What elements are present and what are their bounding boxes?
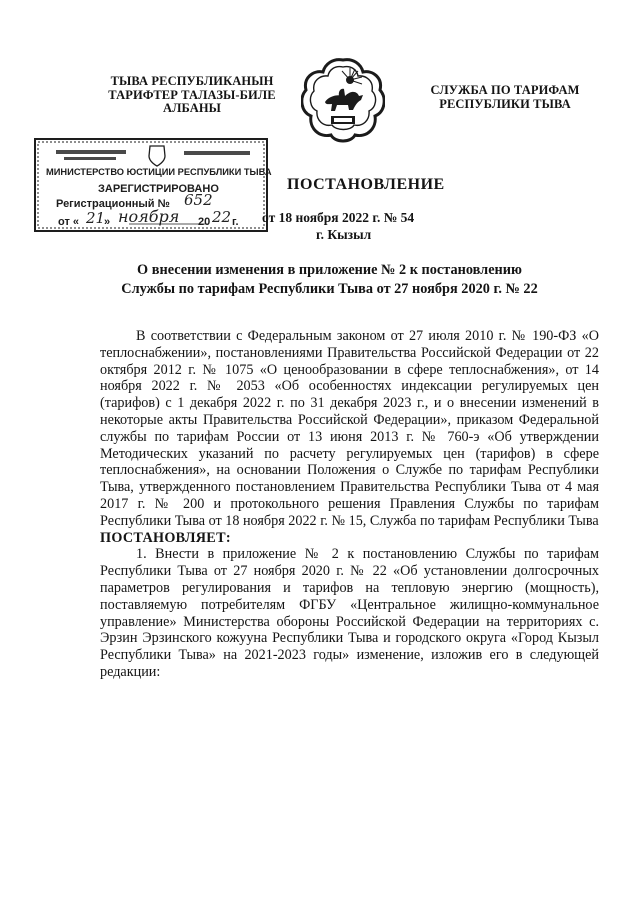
- stamp-date-mid: »: [104, 216, 111, 228]
- right-organization-name: СЛУЖБА ПО ТАРИФАМ РЕСПУБЛИКИ ТЫВА: [430, 83, 580, 111]
- document-title-line-1: О внесении изменения в приложение № 2 к постановлению: [137, 262, 522, 278]
- document-title-line-2: Службы по тарифам Республики Тыва от 27 ноября 2020 г. № 22: [121, 281, 538, 297]
- stamp-date-prefix: от «: [58, 216, 80, 228]
- document-body: [100, 328, 599, 681]
- stamp-reg-number-label: Регистрационный №: [56, 198, 170, 210]
- stamp-date-day: 21: [86, 209, 106, 227]
- left-organization-name: ТЫВА РЕСПУБЛИКАНЫН ТАРИФТЕР ТАЛАЗЫ-БИЛЕ АЛБАНЫ: [108, 74, 276, 115]
- stamp-ministry-name: МИНИСТЕРСТВО ЮСТИЦИИ РЕСПУБЛИКИ ТЫВА: [46, 167, 272, 177]
- stamp-date-year-value: 22: [212, 208, 232, 226]
- document-type: ПОСТАНОВЛЕНИЕ: [287, 176, 445, 193]
- tuva-coat-of-arms-icon: [301, 56, 385, 146]
- document-date-number: от 18 ноября 2022 г. № 54: [262, 210, 415, 225]
- stamp-date-year-prefix: 20: [198, 216, 211, 228]
- decree-word: ПОСТАНОВЛЯЕТ:: [100, 529, 231, 546]
- stamp-date-month: ноября: [118, 207, 180, 226]
- clause-1-paragraph: 1. Внести в приложение № 2 к постановлению Службы по тарифам Республики Тыва от 27 ноября 2020 г. № 22 «Об установлении долгосрочных параметров регулирования и тарифов на тепловую энергию (мощность), поставляемую потребителям ФГБУ «Центральное жилищно-коммунальное управление» Министерства обороны Российской Федерации на территориях с. Эрзин Эрзинского кожууна Республики Тыва и городского округа «Город Кызыл Республики Тыва» на 2021-2023 годы» изменение, изложив его в следующей редакции:: [100, 546, 599, 680]
- document-city: г. Кызыл: [316, 227, 372, 242]
- preamble-paragraph: В соответствии с Федеральным законом от 27 июля 2010 г. № 190-ФЗ «О теплоснабжении», постановлениями Правительства Российской Федерации от 22 октября 2012 г. № 1075 «О ценообразовании в сфере теплоснабжения», от 14 ноября 2022 г. № 2053 «Об особенностях индексации регулируемых цен (тарифов) с 1 декабря 2022 г. по 31 декабря 2023 г., и о внесении изменений в некоторые акты Правительства Российской Федерации», приказом Федеральной службы по тарифам России от 13 июня 2013 г. № 760-э «Об утверждении Методических указаний по расчету регулируемых цен (тарифов) в сфере теплоснабжения», на основании Положения о Службе по тарифам Республики Тыва, утвержденного постановлением Правительства Республики Тыва от 4 мая 2017 г. № 200 и протокольного решения Правления Службы по тарифам Республики Тыва от 18 ноября 2022 г. № 15, Служба по тарифам Республики Тыва: [100, 328, 599, 529]
- stamp-reg-number-value: 652: [184, 191, 213, 209]
- stamp-date-year-suffix: г.: [232, 216, 239, 228]
- stamp-registered-label: ЗАРЕГИСТРИРОВАНО: [98, 183, 219, 195]
- registration-stamp: [34, 138, 272, 234]
